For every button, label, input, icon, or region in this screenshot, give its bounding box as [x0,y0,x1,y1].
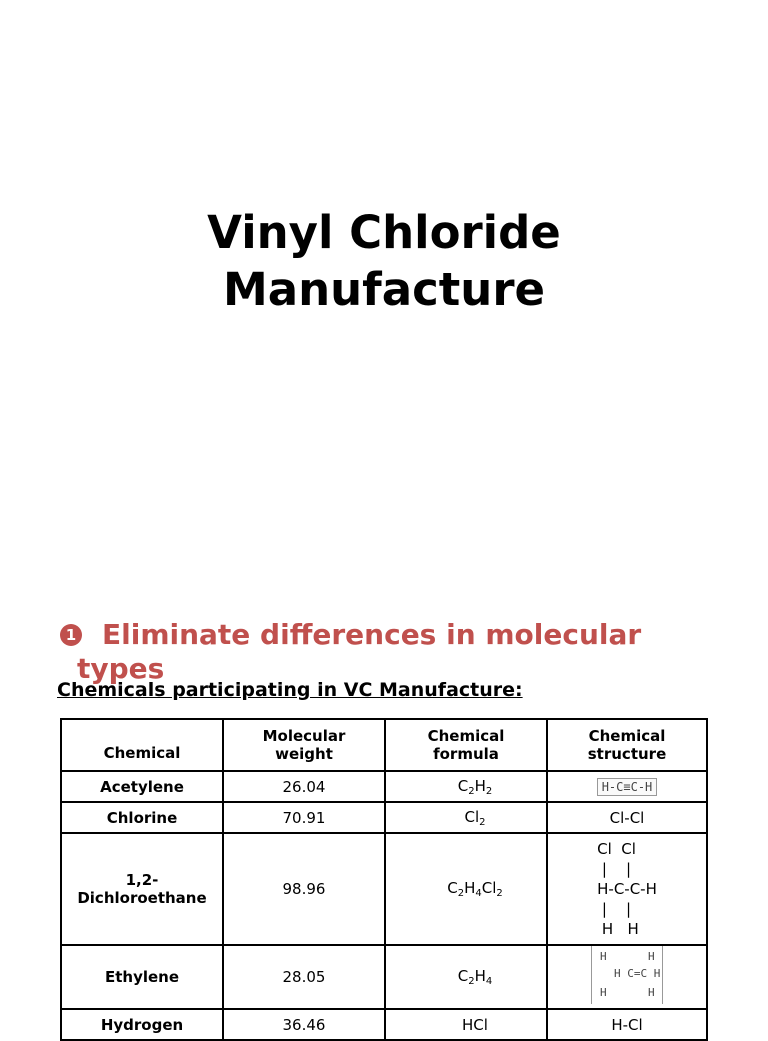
bullet-text-continued: types [77,652,165,685]
cell-formula: HCl [385,1009,547,1040]
cell-formula [385,945,547,1009]
formula-subscript: 2 [457,888,465,899]
formula-subscript: 2 [479,816,486,828]
structure-dichloroethane: Cl Cl | | H-C-C-H | | H H [597,840,657,938]
section-subheading: Chemicals participating in VC Manufacture: [57,679,523,701]
structure-image-acetylene: H-C≡C-H [597,778,658,796]
cell-chemical: Hydrogen [61,1009,223,1040]
atom-h: H [648,986,655,999]
formula-part: C [447,879,458,897]
formula-subscript: 2 [496,888,503,899]
formula-part: Cl [464,807,480,826]
formula-subscript: 2 [468,785,475,797]
cell-structure: H-Cl [547,1009,707,1040]
header-chemical-formula-label: Chemical formula [427,727,505,763]
formula-part: H [464,879,476,897]
atom-h: H [648,950,655,963]
table-row [61,771,707,802]
table-row [61,945,707,1009]
cell-chemical: Ethylene [61,945,223,1009]
cell-structure [547,945,707,1009]
cell-weight: 98.96 [223,833,385,945]
cell-structure: Cl-Cl [547,802,707,833]
header-chemical-structure-label: Chemical structure [587,727,667,763]
cell-formula [385,833,547,945]
title-line-1: Vinyl Chloride [207,206,561,259]
formula-part: H [474,967,486,985]
bullet-point [60,618,740,686]
cell-structure [547,833,707,945]
formula-part: C [457,967,469,985]
cell-chemical [61,833,223,945]
cell-weight: 70.91 [223,802,385,833]
table-row [61,802,707,833]
header-chemical-formula [385,719,547,771]
formula-subscript: 2 [468,976,475,987]
formula-part: H [474,776,486,795]
header-molecular-weight-label: Molecular weight [262,727,346,763]
table-row [61,833,707,945]
numbered-bullet-icon: 1 [60,624,82,646]
cell-weight: 28.05 [223,945,385,1009]
table-header-row [61,719,707,771]
table-row [61,1009,707,1040]
formula-part: C [457,776,469,795]
cell-chemical: Acetylene [61,771,223,802]
cell-structure [547,771,707,802]
cell-weight: 26.04 [223,771,385,802]
header-chemical: Chemical [61,719,223,771]
cell-formula [385,771,547,802]
double-bond-label: H C=C H [614,967,661,980]
cell-formula [385,802,547,833]
title-line-2: Manufacture [222,263,546,316]
header-molecular-weight [223,719,385,771]
atom-h: H [600,986,607,999]
chemicals-table [60,718,708,1041]
formula-subscript: 4 [485,976,493,987]
header-chemical-structure [547,719,707,771]
formula-part: Cl [481,879,497,897]
cell-chemical-label: 1,2-Dichloroethane [77,871,207,907]
page-title [0,204,768,318]
cell-weight: 36.46 [223,1009,385,1040]
atom-h: H [600,950,607,963]
formula-subscript: 2 [485,785,493,797]
cell-chemical: Chlorine [61,802,223,833]
bullet-text: Eliminate differences in molecular [102,618,642,651]
formula-subscript: 4 [475,888,482,899]
structure-image-ethylene [591,946,663,1004]
